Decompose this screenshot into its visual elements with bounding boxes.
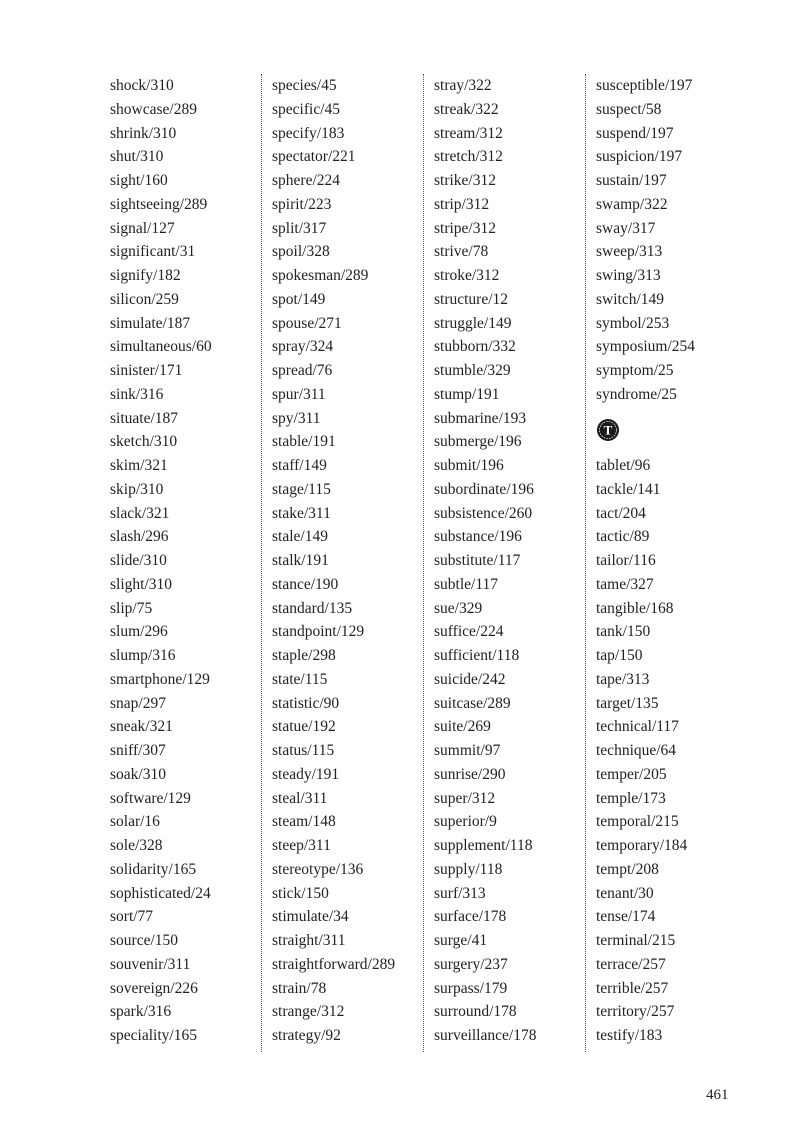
index-entry: surround/178 [434, 1003, 517, 1021]
index-entry: steep/311 [272, 837, 331, 854]
index-entry: spark/316 [110, 1003, 172, 1021]
index-entry: status/115 [272, 742, 335, 759]
index-entry: stray/322 [434, 77, 492, 94]
index-entry: subordinate/196 [434, 480, 534, 498]
index-entry: testify/183 [596, 1027, 663, 1044]
column-divider [261, 74, 262, 1052]
index-entry: technique/64 [596, 742, 677, 759]
index-entry: stream/312 [434, 124, 503, 142]
index-entry: stubborn/332 [434, 338, 516, 356]
index-entry: sink/316 [110, 385, 164, 403]
index-entry: swing/313 [596, 267, 661, 284]
index-entry: stake/311 [272, 504, 331, 522]
index-entry: terminal/215 [596, 932, 676, 949]
index-entry: steady/191 [272, 765, 340, 783]
index-entry: summit/97 [434, 742, 501, 759]
index-entry: spouse/271 [272, 314, 342, 332]
index-entry: spokesman/289 [272, 267, 369, 284]
index-entry: strain/78 [272, 979, 327, 997]
index-entry: shut/310 [110, 148, 164, 166]
index-entry: speciality/165 [110, 1027, 197, 1044]
index-entry: slack/321 [110, 504, 170, 522]
index-column-3 [434, 74, 584, 1048]
index-entry: shrink/310 [110, 124, 177, 142]
index-entry: streak/322 [434, 100, 499, 118]
index-entry: submarine/193 [434, 409, 527, 427]
index-entry: tap/150 [596, 647, 643, 664]
index-entry: slum/296 [110, 623, 168, 641]
index-entry: suffice/224 [434, 623, 504, 641]
index-entry: tangible/168 [596, 599, 674, 617]
index-entry: spot/149 [272, 290, 326, 308]
index-entry: sophisticated/24 [110, 884, 211, 902]
column-divider [423, 74, 424, 1052]
index-entry: statistic/90 [272, 694, 340, 712]
index-entry: suspend/197 [596, 124, 674, 142]
index-entry: sniff/307 [110, 742, 166, 759]
index-entry: suspect/58 [596, 100, 662, 118]
index-entry: terrace/257 [596, 955, 666, 973]
index-entry: strive/78 [434, 243, 489, 261]
index-entry: staff/149 [272, 457, 327, 474]
index-entry: tape/313 [596, 670, 650, 688]
index-entry: steam/148 [272, 813, 336, 831]
index-entry: surpass/179 [434, 979, 508, 997]
index-entry: stimulate/34 [272, 908, 349, 926]
index-entry: souvenir/311 [110, 955, 191, 973]
index-entry: spy/311 [272, 409, 321, 427]
index-entry: sneak/321 [110, 718, 173, 736]
index-entry: strategy/92 [272, 1027, 341, 1044]
index-entry: supplement/118 [434, 837, 533, 854]
index-entry: tense/174 [596, 908, 656, 926]
index-entry: stroke/312 [434, 267, 500, 284]
index-entry: solidarity/165 [110, 860, 197, 878]
index-entry: subsistence/260 [434, 504, 533, 522]
index-entry: surf/313 [434, 884, 486, 902]
index-entry: swamp/322 [596, 195, 668, 213]
index-entry: structure/12 [434, 290, 509, 308]
index-entry: spur/311 [272, 385, 326, 403]
index-entry: temper/205 [596, 765, 667, 783]
index-entry: sufficient/118 [434, 647, 520, 664]
index-entry: surveillance/178 [434, 1027, 537, 1044]
index-entry: target/135 [596, 694, 659, 712]
index-column-2 [272, 74, 422, 1048]
index-column-4-s [596, 74, 746, 407]
index-entry: significant/31 [110, 243, 196, 261]
index-entry: steal/311 [272, 789, 328, 807]
index-entry: sway/317 [596, 219, 656, 237]
index-entry: suitcase/289 [434, 694, 511, 712]
index-entry: slight/310 [110, 575, 173, 593]
index-entry: straight/311 [272, 932, 346, 949]
index-entry: supply/118 [434, 860, 503, 878]
index-entry: spoil/328 [272, 243, 330, 261]
index-entry: suite/269 [434, 718, 491, 736]
index-entry: tablet/96 [596, 457, 651, 474]
index-entry: stable/191 [272, 433, 336, 451]
index-entry: suspicion/197 [596, 148, 683, 166]
index-entry: tank/150 [596, 623, 651, 641]
section-letter: T [603, 422, 613, 438]
index-entry: slip/75 [110, 599, 153, 617]
index-entry: sight/160 [110, 172, 168, 189]
index-entry: spirit/223 [272, 195, 332, 213]
index-entry: standard/135 [272, 599, 353, 617]
index-entry: superior/9 [434, 813, 497, 831]
index-entry: silicon/259 [110, 290, 179, 308]
index-entry: strange/312 [272, 1003, 345, 1021]
index-entry: stale/149 [272, 528, 328, 546]
index-entry: staple/298 [272, 647, 336, 664]
index-entry: temple/173 [596, 789, 666, 807]
index-entry: surface/178 [434, 908, 507, 926]
index-entry: tackle/141 [596, 480, 661, 498]
index-entry: shock/310 [110, 77, 174, 94]
index-entry: skip/310 [110, 480, 164, 498]
index-entry: submerge/196 [434, 433, 522, 451]
index-entry: spectator/221 [272, 148, 356, 166]
index-entry: statue/192 [272, 718, 336, 736]
index-entry: tame/327 [596, 575, 654, 593]
index-entry: slash/296 [110, 528, 169, 546]
index-entry: technical/117 [596, 718, 679, 736]
index-entry: symbol/253 [596, 314, 670, 332]
index-entry: solar/16 [110, 813, 160, 831]
index-entry: simulate/187 [110, 314, 191, 332]
index-entry: stick/150 [272, 884, 329, 902]
index-entry: tempt/208 [596, 860, 659, 878]
index-entry: signal/127 [110, 219, 175, 237]
index-entry: species/45 [272, 77, 337, 94]
index-entry: strike/312 [434, 172, 496, 189]
index-entry: territory/257 [596, 1003, 675, 1021]
index-entry: sinister/171 [110, 362, 183, 379]
index-entry: stumble/329 [434, 362, 511, 379]
index-entry: smartphone/129 [110, 670, 210, 688]
index-entry: straightforward/289 [272, 955, 396, 973]
index-entry: software/129 [110, 789, 191, 807]
index-entry: sunrise/290 [434, 765, 506, 783]
index-entry: substance/196 [434, 528, 522, 546]
index-entry: suicide/242 [434, 670, 506, 688]
index-entry: spread/76 [272, 362, 333, 379]
index-entry: tailor/116 [596, 552, 656, 569]
index-entry: stereotype/136 [272, 860, 364, 878]
index-entry: sketch/310 [110, 433, 178, 451]
section-letter-icon [596, 418, 620, 442]
index-entry: tact/204 [596, 504, 646, 522]
index-entry: showcase/289 [110, 100, 197, 118]
index-column-4-t [596, 454, 687, 1048]
index-entry: super/312 [434, 789, 496, 807]
index-entry: specific/45 [272, 100, 341, 118]
index-entry: stretch/312 [434, 148, 503, 166]
page-number: 461 [706, 1087, 729, 1103]
index-entry: subtle/117 [434, 575, 499, 593]
index-entry: sphere/224 [272, 172, 341, 189]
index-entry: symposium/254 [596, 338, 696, 356]
index-entry: sovereign/226 [110, 979, 198, 997]
column-divider [585, 74, 586, 1052]
index-entry: stump/191 [434, 385, 500, 403]
index-entry: soak/310 [110, 765, 166, 783]
index-entry: temporal/215 [596, 813, 679, 831]
index-entry: stance/190 [272, 575, 339, 593]
index-entry: sweep/313 [596, 243, 663, 261]
index-entry: sort/77 [110, 908, 154, 926]
index-entry: sole/328 [110, 837, 163, 854]
index-entry: surge/41 [434, 932, 488, 949]
index-entry: syndrome/25 [596, 385, 677, 403]
index-entry: susceptible/197 [596, 77, 693, 94]
index-entry: stage/115 [272, 480, 331, 498]
index-entry: stripe/312 [434, 219, 496, 237]
index-entry: submit/196 [434, 457, 504, 474]
index-entry: source/150 [110, 932, 179, 949]
index-entry: sustain/197 [596, 172, 667, 189]
index-entry: slide/310 [110, 552, 167, 569]
index-entry: signify/182 [110, 267, 181, 284]
index-column-1 [110, 74, 260, 1048]
index-entry: surgery/237 [434, 955, 508, 973]
index-entry: slump/316 [110, 647, 176, 664]
index-entry: situate/187 [110, 409, 179, 427]
index-entry: state/115 [272, 670, 328, 688]
index-entry: struggle/149 [434, 314, 512, 332]
index-entry: spray/324 [272, 338, 334, 356]
index-entry: standpoint/129 [272, 623, 365, 641]
index-entry: specify/183 [272, 124, 345, 142]
index-entry: temporary/184 [596, 837, 688, 854]
index-entry: substitute/117 [434, 552, 521, 569]
index-entry: snap/297 [110, 694, 166, 712]
index-entry: terrible/257 [596, 979, 669, 997]
index-entry: simultaneous/60 [110, 338, 212, 356]
index-entry: strip/312 [434, 195, 490, 213]
index-entry: tactic/89 [596, 528, 650, 546]
index-entry: skim/321 [110, 457, 168, 474]
index-entry: sightseeing/289 [110, 195, 208, 213]
index-entry: sue/329 [434, 599, 483, 617]
index-entry: switch/149 [596, 290, 665, 308]
index-entry: split/317 [272, 219, 327, 237]
index-entry: symptom/25 [596, 362, 674, 379]
index-entry: stalk/191 [272, 552, 329, 569]
index-entry: tenant/30 [596, 884, 654, 902]
